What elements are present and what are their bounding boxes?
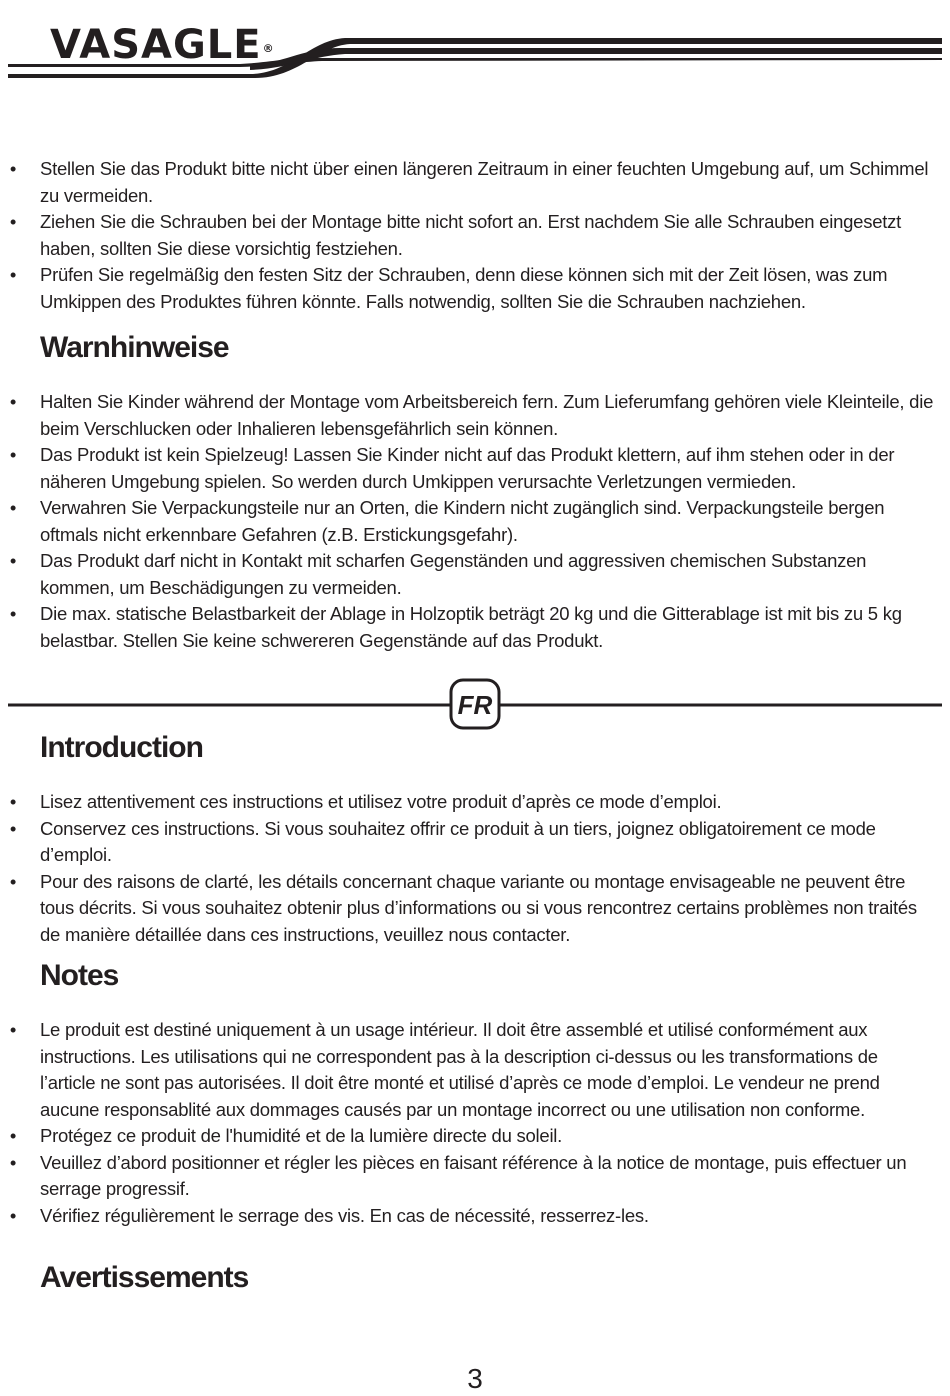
list-item: • Protégez ce produit de l'humidité et de la lumière directe du soleil. (8, 1123, 938, 1150)
bullet-icon: • (9, 391, 17, 412)
de-intro-section (8, 156, 938, 315)
section-title-warnhinweise: Warnhinweise (40, 331, 229, 364)
bullet-icon: • (9, 497, 17, 518)
bullet-icon: • (9, 817, 17, 839)
bullet-icon: • (9, 870, 17, 892)
notes-section (8, 1017, 938, 1229)
list-item: • Die max. statische Belastbarkeit der Ablage in Holzoptik beträgt 20 kg und die Gitterablage ist mit bis zu 5 kg belastbar. Stellen Sie keine schwereren Gegenstände auf das Produkt. (9, 603, 902, 651)
list-item: • Pour des raisons de clarté, les détails concernant chaque variante ou montage envisageable ne peuvent être tous décrits. Si vous souhaitez obtenir plus d’informations ou si vous rencontrez certains problèmes non traités de manière détaillée dans ces instructions, veuillez nous contacter. (9, 870, 917, 945)
de-intro-list (8, 156, 938, 315)
bullet-icon: • (9, 211, 17, 232)
list-item: • Le produit est destiné uniquement à un usage intérieur. Il doit être assemblé et utilisé conformément aux instructions. Les utilisations qui ne correspondent pas à la description ci-dessus ou les transformations de l’article ne sont pas autorisées. Il doit être monté et utilisé d’après ce mode d’emploi. Le vendeur ne prend aucune responsablité aux dommages causés par un montage incorrect ou une utilisation non conforme. (9, 1019, 880, 1120)
warnhinweise-section (8, 389, 938, 654)
list-item: • Das Produkt ist kein Spielzeug! Lassen Sie Kinder nicht auf das Produkt klettern, auf ihm stehen oder in der näheren Umgebung spielen. So werden durch Umkippen verursachte Verletzungen vermieden. (9, 444, 895, 492)
page-number: 3 (467, 1363, 483, 1394)
notes-list (8, 1017, 938, 1229)
bullet-icon: • (9, 444, 17, 465)
list-item: • Verwahren Sie Verpackungsteile nur an Orten, die Kindern nicht zugänglich sind. Verpackungsteile bergen oftmals nicht erkennbare Gefahren (z.B. Erstickungsgefahr). (9, 497, 885, 545)
list-item: • Ziehen Sie die Schrauben bei der Montage bitte nicht sofort an. Erst nachdem Sie alle Schrauben eingesetzt haben, sollten Sie diese vorsichtig festziehen. (9, 211, 902, 259)
section-title-notes: Notes (40, 959, 119, 992)
bullet-icon: • (9, 791, 17, 812)
bullet-icon: • (9, 264, 17, 285)
bullet-icon: • (9, 550, 17, 571)
list-item: • Prüfen Sie regelmäßig den festen Sitz der Schrauben, denn diese können sich mit der Zeit lösen, was zum Umkippen des Produktes führen könnte. Falls notwendig, sollten Sie die Schrauben nachziehen. (9, 264, 888, 312)
bullet-icon: • (9, 1151, 17, 1173)
bullet-icon: • (9, 1125, 17, 1146)
introduction-list (8, 789, 938, 948)
registered-mark: ® (262, 42, 275, 55)
section-title-introduction: Introduction (40, 731, 203, 764)
bullet-icon: • (9, 1019, 17, 1040)
list-item: • Halten Sie Kinder während der Montage vom Arbeitsbereich fern. Zum Lieferumfang gehören viele Kleinteile, die beim Verschlucken oder Inhalieren lebensgefährlich sein können. (9, 391, 934, 439)
list-item: • Veuillez d’abord positionner et régler les pièces en faisant référence à la notice de montage, puis effectuer un serrage progressif. (9, 1151, 907, 1199)
logo-text: VASAGLE (50, 22, 262, 68)
list-item: • Stellen Sie das Produkt bitte nicht über einen längeren Zeitraum in einer feuchten Umgebung auf, um Schimmel zu vermeiden. (9, 158, 929, 206)
list-item: • Vérifiez régulièrement le serrage des vis. En cas de nécessité, resserrez-les. (8, 1203, 938, 1230)
warnhinweise-list (8, 389, 938, 654)
list-item: • Das Produkt darf nicht in Kontakt mit scharfen Gegenständen und aggressiven chemischen Substanzen kommen, um Beschädigungen zu vermeiden. (9, 550, 867, 598)
bullet-icon: • (9, 603, 17, 624)
language-badge-fr: FR (457, 690, 493, 720)
section-title-avertissements: Avertissements (40, 1261, 249, 1294)
bullet-icon: • (9, 158, 17, 179)
bullet-icon: • (9, 1204, 17, 1226)
introduction-section (8, 789, 938, 948)
list-item: • Lisez attentivement ces instructions et utilisez votre produit d’après ce mode d’emploi. (8, 789, 938, 816)
list-item: • Conservez ces instructions. Si vous souhaitez offrir ce produit à un tiers, joignez obligatoirement ce mode d’emploi. (9, 817, 876, 865)
brand-logo (50, 22, 275, 68)
page-header (0, 0, 950, 90)
